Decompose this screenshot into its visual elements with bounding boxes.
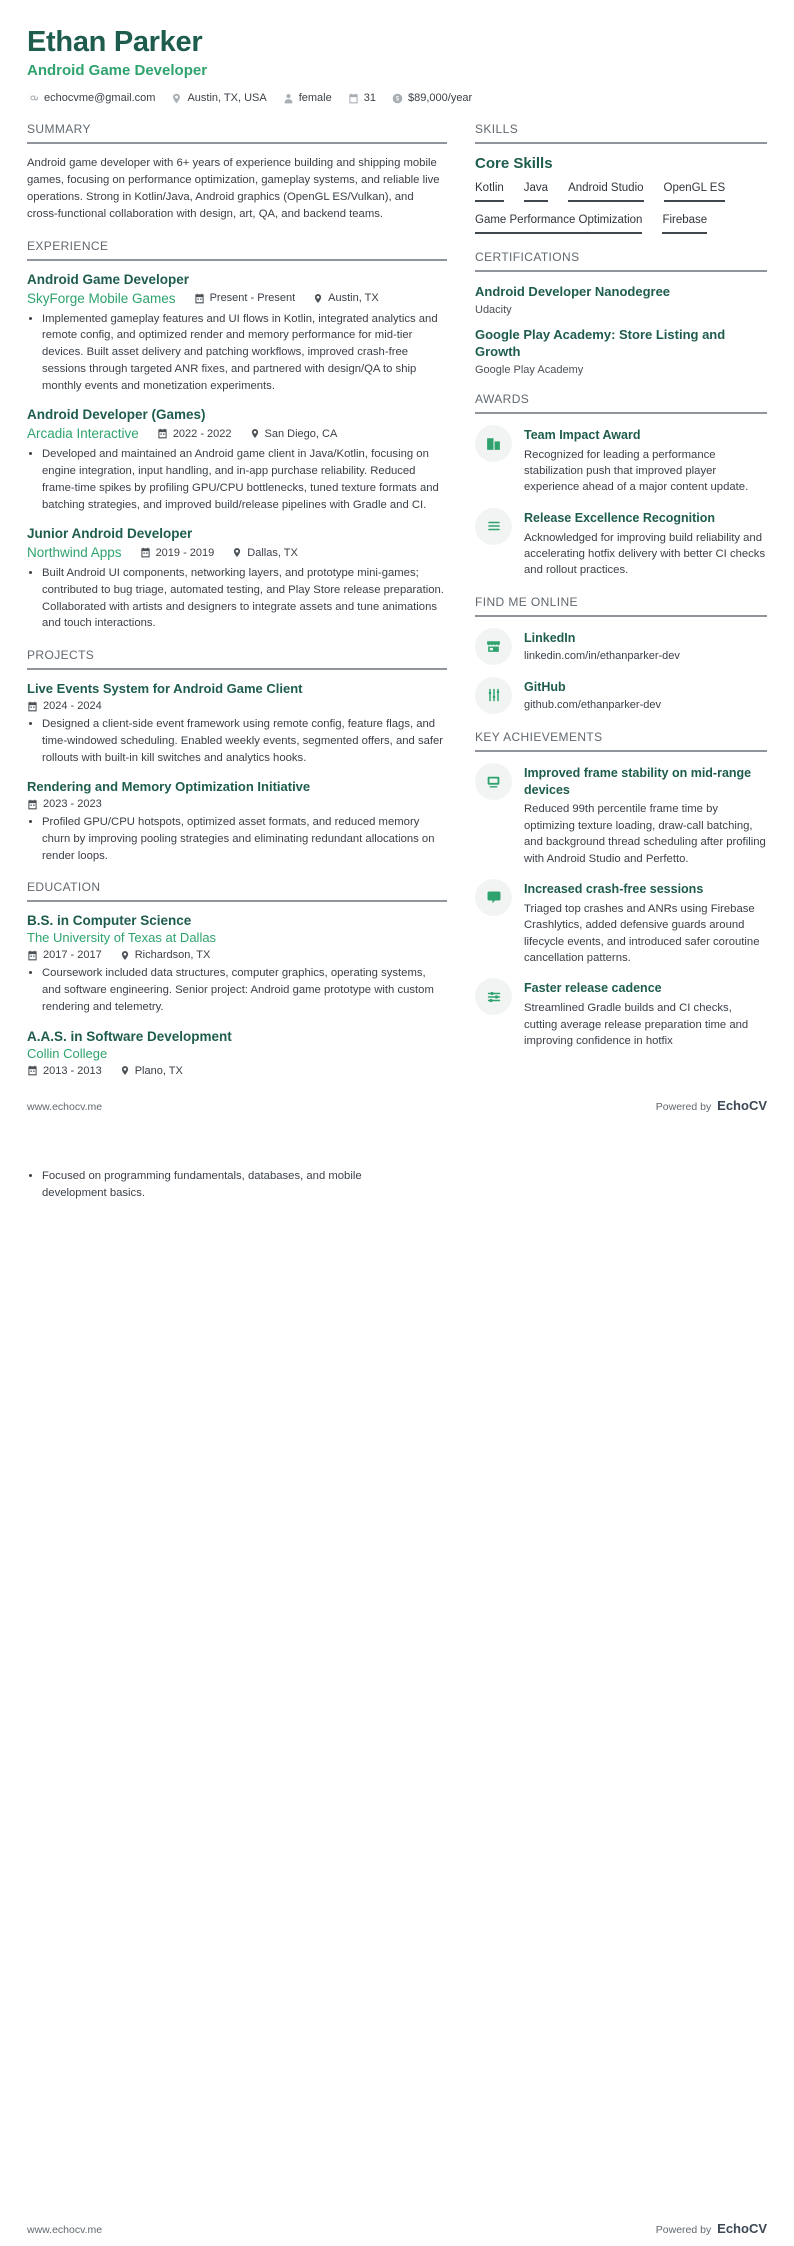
job-location-text: Dallas, TX (247, 546, 298, 559)
project-bullets (42, 814, 447, 864)
achievement-description: Triaged top crashes and ANRs using Firebase Crashlytics, added defensive guards around lifecycle events, and introduced safer coroutine cancellation patterns. (524, 902, 760, 964)
contact-salary (392, 92, 472, 104)
experience-heading: EXPERIENCE (27, 239, 447, 261)
job-dates (157, 428, 232, 440)
achievement-description: Reduced 99th percentile frame time by optimizing texture loading, draw-call batching, and background thread scheduling after profiling with Android Studio and Perfetto. (524, 803, 766, 865)
education-dates (27, 949, 102, 961)
projects-heading: PROJECTS (27, 648, 447, 670)
award-entry (475, 508, 767, 579)
education-section (27, 880, 447, 1076)
calendar-icon (27, 799, 38, 810)
contact-age-text: 31 (363, 92, 376, 104)
job-bullets (42, 446, 447, 513)
project-entry (27, 681, 447, 766)
job-dates-text: 2022 - 2022 (172, 427, 232, 440)
education-heading: EDUCATION (27, 880, 447, 902)
award-entry (475, 425, 767, 496)
education-bullet: • Coursework included data structures, computer graphics, operating systems, and software engineering. Senior project: Android game prototype with custom rendering and telemetry. (42, 965, 447, 1015)
person-icon (283, 93, 294, 104)
project-dates (27, 798, 102, 810)
skill-item: Android Studio (568, 182, 643, 202)
footer-brand[interactable]: EchoCV (717, 2221, 767, 2236)
job-bullet: • Implemented gameplay features and UI flows in Kotlin, integrated analytics and remote config, and optimized render and memory performance for mid-tier devices. Built asset delivery and patching workflows, improved crash-free sessions through targeted ANR fixes, and partnered with design/QA to ship monthly events and monetization experiments. (42, 311, 447, 395)
projects-section (27, 648, 447, 864)
education-entry (27, 913, 447, 1015)
certification-entry (475, 326, 767, 376)
location-icon (171, 93, 182, 104)
certification-entry (475, 283, 767, 316)
skills-section (475, 122, 767, 234)
job-bullet: • Developed and maintained an Android game client in Java/Kotlin, focusing on engine integration, input handling, and in-app purchase reliability. Reduced frame-time spikes by profiling GPU/CPU bottlenecks, tuned texture formats and batching strategies, and improved build/release pipelines with Gradle and CI. (42, 446, 447, 513)
summary-section (27, 122, 447, 223)
certification-issuer: Udacity (475, 303, 512, 316)
education-location (120, 1065, 183, 1077)
education-dates-text: 2013 - 2013 (43, 1064, 102, 1077)
education-location-text: Plano, TX (134, 1064, 183, 1077)
page-footer (27, 2221, 767, 2236)
online-profile-entry[interactable] (475, 677, 767, 714)
skills-heading: SKILLS (475, 122, 767, 144)
job-location (250, 428, 338, 440)
education-entry (27, 1029, 447, 1077)
education-location-text: Richardson, TX (134, 949, 211, 962)
achievement-title: Faster release cadence (524, 981, 662, 996)
awards-section (475, 392, 767, 579)
job-dates-text: 2019 - 2019 (155, 546, 215, 559)
job-dates-text: Present - Present (209, 292, 296, 305)
achievement-title: Increased crash-free sessions (524, 881, 704, 896)
calendar-icon (348, 93, 359, 104)
experience-entry (27, 407, 447, 513)
skill-item: Kotlin (475, 182, 504, 202)
certification-title: Google Play Academy: Store Listing and Growth (475, 326, 726, 360)
summary-text: Android game developer with 6+ years of experience building and shipping mobile games, focusing on performance optimization, gameplay systems, and reliable live operations. Strong in Kotlin/Java, Android graphics (OpenGL ES/Vulkan), and cross-functional collaboration with design, art, QA, and backend teams. (27, 157, 440, 220)
degree-title: B.S. in Computer Science (27, 913, 192, 929)
achievement-entry (475, 879, 767, 966)
achievement-title: Improved frame stability on mid-range devices (524, 765, 752, 797)
award-title: Release Excellence Recognition (524, 510, 716, 525)
achievement-entry (475, 978, 767, 1049)
project-dates (27, 700, 102, 712)
location-icon (313, 293, 323, 304)
project-title: Rendering and Memory Optimization Initiative (27, 779, 311, 795)
experience-entry (27, 272, 447, 395)
location-icon (120, 1065, 130, 1076)
find-me-online-section (475, 595, 767, 714)
calendar-icon (194, 293, 205, 304)
achievement-entry (475, 763, 767, 867)
certifications-heading: CERTIFICATIONS (475, 250, 767, 272)
experience-entry (27, 526, 447, 632)
company-name: Arcadia Interactive (27, 426, 139, 442)
project-bullet: • Designed a client-side event framework using remote config, feature flags, and time-windowed scheduling. Enabled weekly events, segmented offers, and safer rollouts with built-in kill switches and analytics hooks. (42, 716, 447, 766)
skills-group-title: Core Skills (475, 155, 553, 172)
footer-powered-by (656, 1098, 767, 1113)
footer-site-link[interactable]: www.echocv.me (27, 2224, 103, 2236)
calendar-icon (140, 547, 151, 558)
experience-section (27, 239, 447, 632)
skill-list (475, 182, 767, 234)
person-job-title: Android Game Developer (27, 62, 208, 79)
education-bullet: • Focused on programming fundamentals, databases, and mobile development basics. (42, 1168, 412, 1201)
certification-title: Android Developer Nanodegree (475, 284, 671, 299)
svg-text:$: $ (395, 95, 400, 103)
online-profile-title[interactable]: LinkedIn (524, 630, 576, 645)
job-location (232, 547, 298, 559)
job-title: Junior Android Developer (27, 526, 193, 542)
building-icon (475, 425, 512, 462)
salary-icon (392, 93, 403, 104)
job-bullet: • Built Android UI components, networking layers, and prototype mini-games; contributed to bug triage, automated testing, and Play Store release preparation. Collaborated with artists and designers to integrate assets and tune animations and touch interactions. (42, 565, 447, 632)
project-dates-text: 2024 - 2024 (43, 700, 102, 713)
education-location (120, 949, 211, 961)
footer-powered-prefix: Powered by (655, 2224, 715, 2236)
sliders-horizontal-icon (475, 978, 512, 1015)
education-dates (27, 1065, 102, 1077)
calendar-icon (27, 701, 38, 712)
job-title: Android Developer (Games) (27, 407, 206, 423)
resume-header (27, 26, 767, 104)
school-name: The University of Texas at Dallas (27, 930, 217, 946)
project-entry (27, 779, 447, 864)
job-location-text: Austin, TX (328, 292, 379, 305)
awards-heading: AWARDS (475, 392, 767, 414)
project-bullet: • Profiled GPU/CPU hotspots, optimized asset formats, and reduced memory churn by improving pooling strategies and eliminating redundant allocations on render loops. (42, 814, 447, 864)
education-dates-text: 2017 - 2017 (43, 949, 102, 962)
project-bullets (42, 716, 447, 766)
education-bullets (42, 965, 447, 1015)
location-icon (120, 950, 130, 961)
award-description: Acknowledged for improving build reliability and accelerating hotfix delivery with better CI checks and rollout practices. (524, 531, 766, 577)
footer-brand[interactable]: EchoCV (717, 1098, 767, 1113)
skill-item: Java (524, 182, 548, 202)
school-name: Collin College (27, 1045, 108, 1061)
storefront-icon (475, 628, 512, 665)
online-profile-entry[interactable] (475, 628, 767, 665)
footer-powered-by (656, 2221, 767, 2236)
education-overflow-bullets (42, 1168, 412, 1201)
job-bullets (42, 311, 447, 395)
job-location-text: San Diego, CA (264, 427, 338, 440)
at-icon (27, 92, 39, 104)
location-icon (250, 428, 260, 439)
online-profile-url[interactable]: github.com/ethanparker-dev (524, 698, 661, 711)
job-title: Android Game Developer (27, 271, 190, 287)
degree-title: A.A.S. in Software Development (27, 1028, 232, 1044)
chat-bubble-icon (475, 879, 512, 916)
calendar-icon (27, 1065, 38, 1076)
skill-item: Firebase (662, 214, 707, 234)
person-name: Ethan Parker (27, 26, 203, 58)
project-title: Live Events System for Android Game Client (27, 681, 303, 697)
summary-heading: SUMMARY (27, 122, 447, 144)
key-achievements-section (475, 730, 767, 1050)
monitor-icon (475, 763, 512, 800)
skill-item: Game Performance Optimization (475, 214, 642, 234)
contact-email-text: echocvme@gmail.com (44, 92, 156, 104)
job-dates (194, 292, 296, 304)
location-icon (232, 547, 242, 558)
sliders-vertical-icon (475, 677, 512, 714)
job-location (313, 292, 379, 304)
calendar-icon (27, 950, 38, 961)
contact-location (171, 92, 266, 104)
list-icon (475, 508, 512, 545)
online-profile-title[interactable]: GitHub (524, 679, 566, 694)
resume-page-2 (0, 1123, 794, 2246)
job-bullets (42, 565, 447, 632)
achievement-description: Streamlined Gradle builds and CI checks, cutting average release preparation time and improving confidence in hotfix (524, 1002, 749, 1047)
skill-item: OpenGL ES (664, 182, 726, 202)
company-name: Northwind Apps (27, 545, 122, 561)
contact-gender (283, 92, 332, 104)
footer-powered-prefix: Powered by (655, 1101, 715, 1113)
contact-email (27, 92, 155, 104)
contact-location-text: Austin, TX, USA (187, 92, 267, 104)
contact-gender-text: female (298, 92, 332, 104)
find-me-online-heading: FIND ME ONLINE (475, 595, 767, 617)
project-dates-text: 2023 - 2023 (43, 798, 102, 811)
contact-age (348, 92, 376, 104)
award-description: Recognized for leading a performance stabilization push that improved player experience ahead of a major content update. (524, 448, 749, 494)
key-achievements-heading: KEY ACHIEVEMENTS (475, 730, 767, 752)
job-dates (140, 547, 215, 559)
online-profile-url[interactable]: linkedin.com/in/ethanparker-dev (524, 649, 680, 662)
certifications-section (475, 250, 767, 376)
footer-site-link[interactable]: www.echocv.me (27, 1101, 103, 1113)
contact-salary-text: $89,000/year (408, 92, 473, 104)
certification-issuer: Google Play Academy (475, 363, 584, 376)
contact-row (27, 92, 767, 104)
award-title: Team Impact Award (524, 427, 641, 442)
page-footer (27, 1098, 767, 1113)
calendar-icon (157, 428, 168, 439)
company-name: SkyForge Mobile Games (27, 290, 176, 306)
